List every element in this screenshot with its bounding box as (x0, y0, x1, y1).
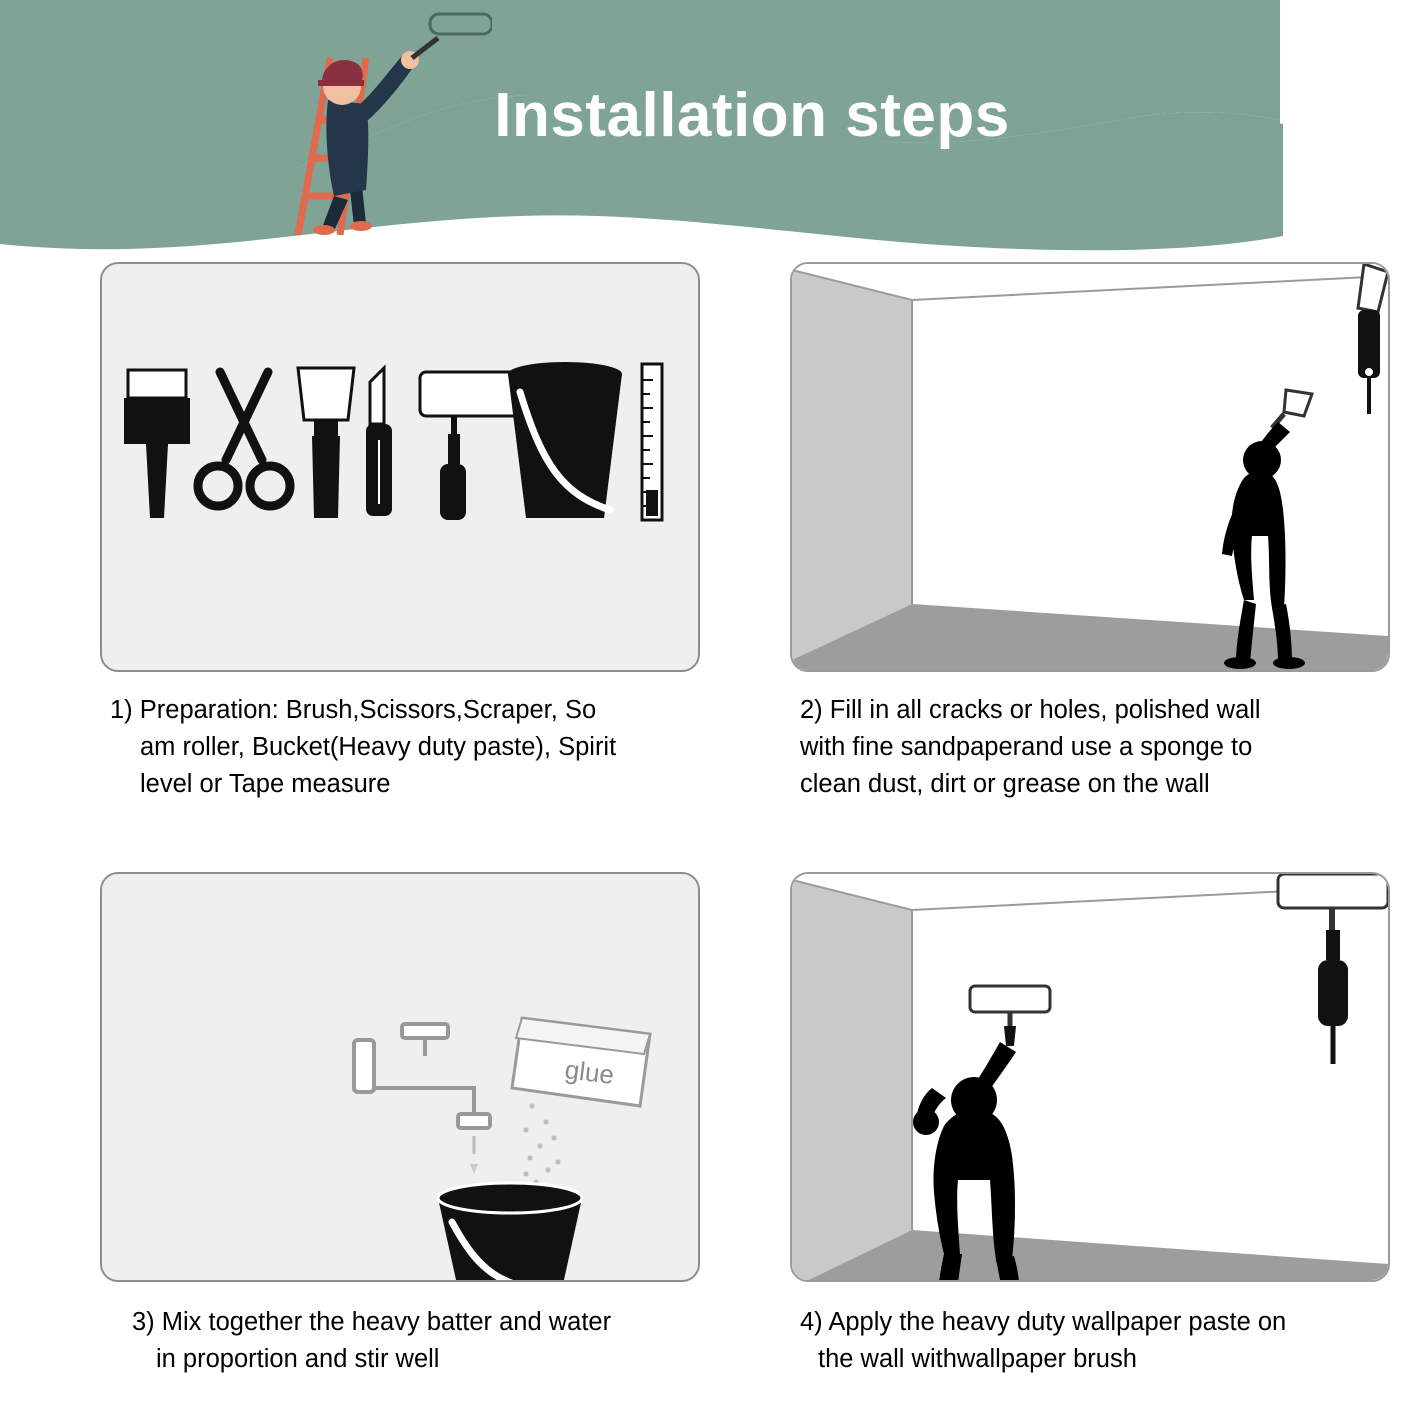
step-3-line-2: in proportion and stir well (156, 1345, 440, 1373)
bucket-icon (438, 1183, 582, 1282)
step-1-line-1: 1) Preparation: Brush,Scissors,Scraper, So (110, 696, 597, 724)
step-1-caption (100, 692, 700, 803)
brush-icon (124, 370, 190, 518)
glue-packet-icon (512, 1018, 650, 1106)
step-4-illustration (790, 872, 1390, 1282)
page-title: Installation steps (494, 81, 1010, 150)
step-2 (790, 262, 1390, 803)
step-4-caption (790, 1304, 1390, 1378)
tap-icon (354, 1024, 490, 1128)
step-4-line-1: 4) Apply the heavy duty wallpaper paste on (800, 1308, 1287, 1336)
step-2-illustration (790, 262, 1390, 672)
step-2-line-1: 2) Fill in all cracks or holes, polished wall (800, 696, 1261, 724)
room-rolling-scene (792, 874, 1388, 1282)
mixing-scene (102, 874, 698, 1282)
scissors-icon (198, 372, 290, 506)
bucket-icon (508, 362, 622, 518)
step-3-illustration (100, 872, 700, 1282)
step-2-line-3: clean dust, dirt or grease on the wall (800, 770, 1210, 798)
step-1-line-2: am roller, Bucket(Heavy duty paste), Spirit (140, 733, 617, 761)
step-3 (100, 872, 700, 1378)
step-4-line-2: the wall withwallpaper brush (818, 1345, 1137, 1373)
painter-on-ladder-icon (262, 0, 492, 235)
ruler-icon (642, 364, 662, 520)
step-2-caption (790, 692, 1390, 803)
utility-knife-icon (366, 368, 392, 516)
step-2-line-2: with fine sandpaperand use a sponge to (800, 733, 1253, 761)
step-1 (100, 262, 700, 803)
step-3-caption (100, 1304, 700, 1378)
header-banner (0, 0, 1414, 262)
scraper-icon (298, 368, 354, 518)
tools-icons (102, 264, 698, 670)
step-1-illustration (100, 262, 700, 672)
glue-label: glue (563, 1054, 616, 1090)
step-3-line-1: 3) Mix together the heavy batter and water (132, 1308, 612, 1336)
glue-powder (524, 1104, 561, 1185)
step-1-line-3: level or Tape measure (140, 770, 391, 798)
room-scraping-scene (792, 264, 1388, 670)
step-4 (790, 872, 1390, 1378)
